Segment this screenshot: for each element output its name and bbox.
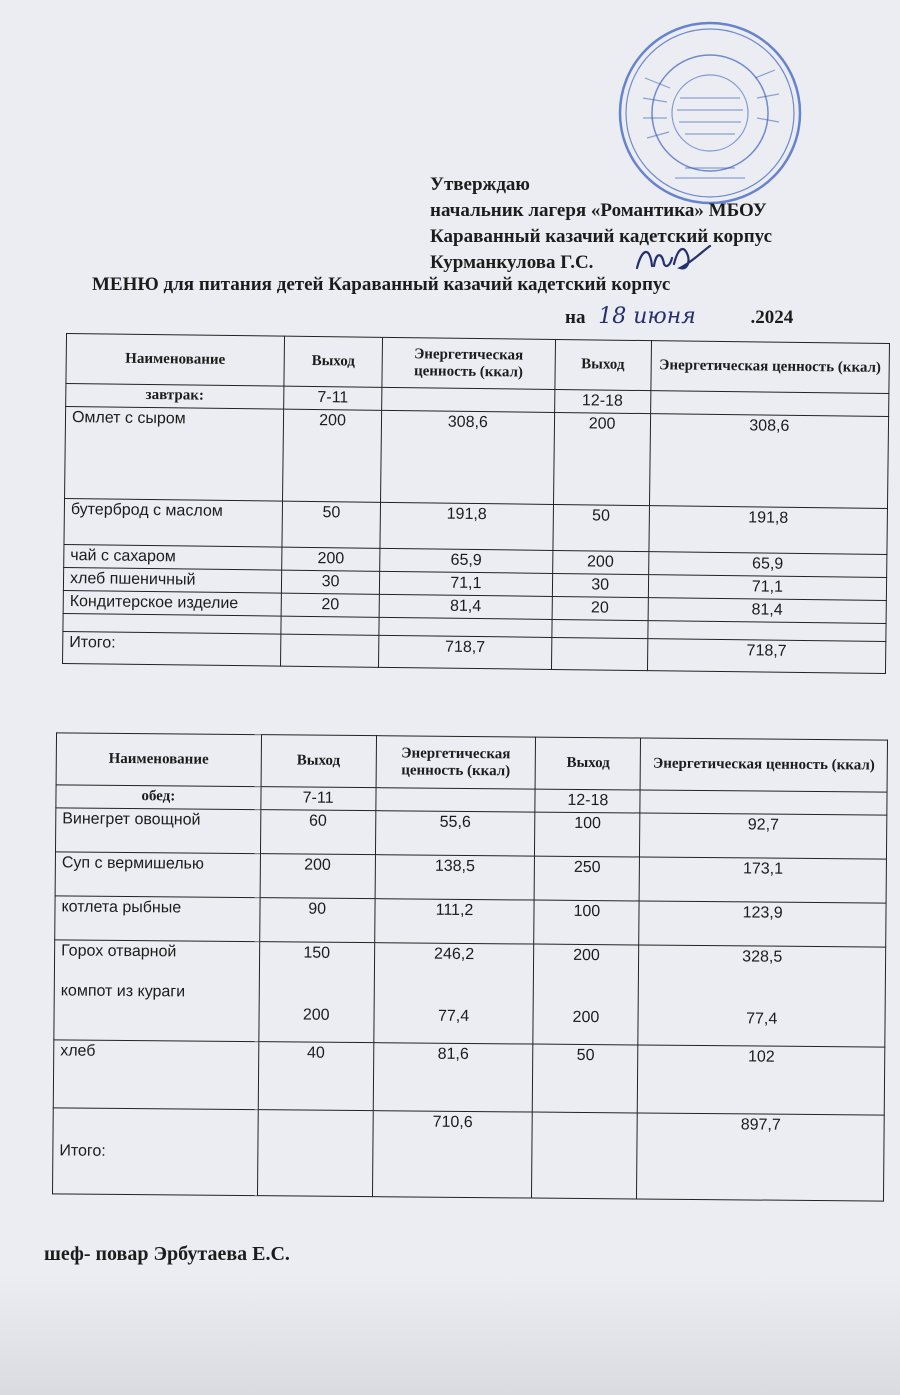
table-row bbox=[55, 896, 886, 947]
meal-label: обед: bbox=[56, 785, 261, 810]
output-value: 200 bbox=[260, 854, 375, 899]
empty-cell bbox=[551, 637, 648, 670]
approval-line-1: Утверждаю bbox=[430, 174, 530, 195]
empty-cell bbox=[640, 790, 887, 815]
header-output: Выход bbox=[554, 339, 651, 390]
header-output: Выход bbox=[261, 735, 376, 788]
kcal-value: 308,6 bbox=[381, 410, 554, 504]
kcal-value: 55,6 bbox=[375, 811, 535, 856]
chef-signature-line: шеф- повар Эрбутаева Е.С. bbox=[44, 1243, 290, 1265]
kcal-value: 246,2 bbox=[434, 945, 475, 964]
kcal-value: 65,9 bbox=[380, 548, 553, 573]
output-pair bbox=[259, 942, 375, 1043]
dish-name: хлеб пшеничный bbox=[63, 567, 281, 593]
header-energy: Энергетическая ценность (ккал) bbox=[376, 736, 536, 789]
output-value: 20 bbox=[281, 593, 380, 617]
output-value: 200 bbox=[553, 412, 650, 505]
output-value: 60 bbox=[260, 810, 375, 855]
menu-date bbox=[565, 304, 793, 329]
kcal-value: 71,1 bbox=[648, 575, 886, 601]
output-value: 40 bbox=[258, 1042, 373, 1111]
age-group: 7-11 bbox=[261, 787, 376, 811]
empty-cell bbox=[650, 391, 888, 417]
header-energy: Энергетическая ценность (ккал) bbox=[651, 341, 890, 394]
empty-cell bbox=[375, 788, 535, 812]
kcal-value: 111,2 bbox=[374, 899, 534, 944]
kcal-value: 81,4 bbox=[648, 598, 886, 624]
kcal-value: 191,8 bbox=[649, 506, 888, 555]
output-value: 250 bbox=[535, 856, 640, 901]
kcal-value: 65,9 bbox=[648, 552, 886, 578]
kcal-pair bbox=[638, 945, 886, 1047]
handwritten-date: 18 июня bbox=[598, 304, 696, 329]
dish-name-pair bbox=[54, 940, 260, 1042]
kcal-value: 81,4 bbox=[379, 594, 552, 619]
total-row bbox=[53, 1108, 885, 1201]
table-row bbox=[55, 808, 886, 859]
lunch-table bbox=[52, 732, 888, 1201]
output-value: 200 bbox=[282, 547, 381, 571]
empty-cell bbox=[532, 1112, 638, 1199]
dish-name: бутерброд с маслом bbox=[64, 498, 282, 547]
output-value: 200 bbox=[302, 1006, 330, 1024]
signature bbox=[632, 238, 712, 278]
output-value: 100 bbox=[534, 900, 639, 945]
approval-line-4: Курманкулова Г.С. bbox=[430, 252, 594, 273]
age-group: 12-18 bbox=[535, 789, 640, 813]
meal-label: завтрак: bbox=[66, 383, 284, 409]
date-prefix: на bbox=[565, 307, 586, 328]
total-kcal: 897,7 bbox=[637, 1113, 884, 1201]
kcal-value: 308,6 bbox=[649, 414, 888, 509]
kcal-value: 77,4 bbox=[746, 1010, 778, 1028]
header-energy: Энергетическая ценность (ккал) bbox=[382, 337, 555, 389]
table-row bbox=[54, 940, 886, 1047]
output-value: 150 bbox=[303, 944, 331, 962]
output-value: 20 bbox=[552, 596, 649, 620]
output-value: 50 bbox=[552, 504, 649, 551]
table-row bbox=[55, 852, 886, 903]
output-value: 200 bbox=[282, 409, 381, 502]
approval-line-3: Караванный казачий кадетский корпус bbox=[430, 226, 773, 247]
output-value: 30 bbox=[552, 573, 649, 597]
empty-cell bbox=[281, 616, 380, 635]
kcal-value: 123,9 bbox=[639, 901, 886, 947]
header-name: Наименование bbox=[66, 333, 285, 386]
kcal-pair bbox=[373, 943, 534, 1044]
kcal-value: 77,4 bbox=[437, 1007, 470, 1025]
empty-cell bbox=[379, 617, 552, 637]
output-value: 50 bbox=[533, 1044, 638, 1113]
age-group: 12-18 bbox=[554, 389, 651, 413]
total-label: Итого: bbox=[63, 631, 281, 666]
kcal-value: 102 bbox=[638, 1045, 885, 1115]
empty-cell bbox=[382, 387, 555, 412]
dish-name: котлета рыбные bbox=[55, 896, 260, 942]
output-value: 200 bbox=[572, 1008, 600, 1027]
table-row bbox=[53, 1040, 885, 1115]
output-value: 50 bbox=[282, 501, 381, 548]
header-name: Наименование bbox=[56, 733, 261, 787]
table-row bbox=[65, 406, 889, 508]
output-value: 200 bbox=[552, 550, 649, 574]
kcal-value: 92,7 bbox=[640, 813, 887, 859]
header-output: Выход bbox=[284, 336, 383, 387]
total-kcal: 718,7 bbox=[647, 639, 886, 674]
page-shadow bbox=[0, 1275, 900, 1395]
kcal-value: 173,1 bbox=[639, 857, 886, 903]
kcal-value: 191,8 bbox=[380, 502, 553, 550]
total-kcal: 718,7 bbox=[379, 635, 552, 669]
dish-name: Кондитерское изделие bbox=[63, 590, 281, 616]
output-value: 100 bbox=[535, 812, 640, 857]
total-label: Итого: bbox=[53, 1108, 258, 1196]
dish-name: Суп с вермишелью bbox=[55, 852, 260, 898]
kcal-value: 81,6 bbox=[373, 1043, 533, 1112]
breakfast-table bbox=[62, 333, 890, 674]
empty-cell bbox=[257, 1110, 373, 1197]
output-value: 200 bbox=[573, 946, 600, 965]
dish-name: Омлет с сыром bbox=[65, 406, 284, 501]
kcal-value: 71,1 bbox=[380, 571, 553, 596]
empty-cell bbox=[551, 619, 647, 638]
date-year: .2024 bbox=[750, 307, 794, 328]
dish-name: компот из кураги bbox=[60, 982, 186, 1001]
menu-title: МЕНЮ для питания детей Караванный казачий кадетский корпус bbox=[92, 274, 671, 295]
dish-name: Винегрет овощной bbox=[55, 808, 260, 854]
dish-name: чай с сахаром bbox=[64, 544, 282, 570]
kcal-value: 138,5 bbox=[375, 855, 535, 900]
empty-cell bbox=[280, 634, 379, 667]
age-group: 7-11 bbox=[284, 386, 383, 410]
header-energy: Энергетическая ценность (ккал) bbox=[640, 738, 887, 792]
approval-block bbox=[430, 172, 772, 276]
header-output: Выход bbox=[536, 737, 641, 790]
output-pair bbox=[533, 944, 639, 1045]
dish-name: хлеб bbox=[53, 1040, 258, 1110]
approval-line-2: начальник лагеря «Романтика» МБОУ bbox=[430, 200, 767, 221]
total-kcal: 710,6 bbox=[372, 1111, 533, 1198]
table-header-row bbox=[56, 733, 887, 792]
kcal-value: 328,5 bbox=[742, 948, 783, 966]
output-value: 30 bbox=[281, 570, 380, 594]
output-value: 90 bbox=[259, 898, 374, 943]
dish-name: Горох отварной bbox=[61, 942, 177, 961]
